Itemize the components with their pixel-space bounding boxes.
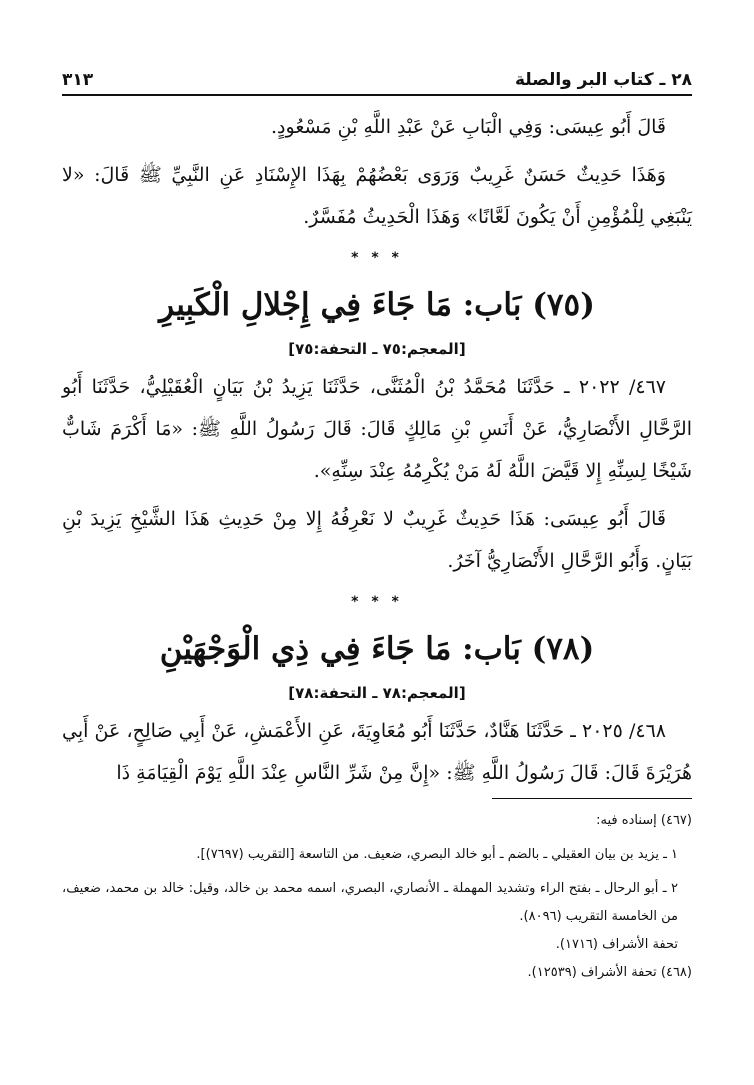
section-separator: * * * xyxy=(351,250,403,266)
footnote-rule xyxy=(492,798,692,799)
footnote-467-tuhfa: تحفة الأشراف (١٧١٦). xyxy=(555,937,678,952)
chapter-78-reference: [المعجم:٧٨ ـ التحفة:٧٨] xyxy=(288,684,466,702)
chapter-78-title: (٧٨) بَاب: مَا جَاءَ فِي ذِي الْوَجْهَيْنِ xyxy=(159,631,595,667)
paragraph-1: قَالَ أَبُو عِيسَى: وَفِي الْبَابِ عَنْ عَبْدِ اللَّهِ بْنِ مَسْعُودٍ. xyxy=(271,116,666,138)
footnote-468: (٤٦٨) تحفة الأشراف (١٢٥٣٩). xyxy=(527,965,692,980)
footnote-467-heading: (٤٦٧) إسناده فيه: xyxy=(596,813,692,828)
page-header xyxy=(62,58,692,96)
page-body xyxy=(62,106,692,987)
chapter-75-title: (٧٥) بَاب: مَا جَاءَ فِي إِجْلالِ الْكَبِيرِ xyxy=(159,287,595,323)
section-separator: * * * xyxy=(351,594,403,610)
footnote-467-item-2: ٢ ـ أبو الرحال ـ بفتح الراء وتشديد المهملة ـ الأنصاري، البصري، اسمه محمد بن خالد، وقيل: خالد بن محمد، ضعيف، من الخامسة التقريب (٨٠٩٦). xyxy=(62,881,678,924)
hadith-467: ٤٦٧/ ٢٠٢٢ ـ حَدَّثَنَا مُحَمَّدُ بْنُ الْمُثَنَّى، حَدَّثَنَا يَزِيدُ بْنُ بَيَانٍ الْعُقَيْلِيُّ، حَدَّثَنَا أَبُو الرَّحَّالِ الأَنْصَارِيُّ، عَنْ أَنَسِ بْنِ مَالِكٍ قَالَ: قَالَ رَسُولُ اللَّهِ ﷺ: «مَا أَكْرَمَ شَابٌّ شَيْخًا لِسِنِّهِ إِلا قَيَّضَ اللَّهُ لَهُ مَنْ يُكْرِمُهُ عِنْدَ سِنِّهِ». xyxy=(62,376,692,482)
chapter-75-reference: [المعجم:٧٥ ـ التحفة:٧٥] xyxy=(288,340,466,358)
footnote-467-item-1: ١ ـ يزيد بن بيان العقيلي ـ بالضم ـ أبو خالد البصري، ضعيف. من التاسعة [التقريب (٧٦٩٧)]. xyxy=(196,847,678,862)
hadith-468: ٤٦٨/ ٢٠٢٥ ـ حَدَّثَنَا هَنَّادٌ، حَدَّثَنَا أَبُو مُعَاوِيَةَ، عَنِ الأَعْمَشِ، عَنْ أَبِي صَالِحٍ، عَنْ أَبِي هُرَيْرَةَ قَالَ: قَالَ رَسُولُ اللَّهِ ﷺ: «إِنَّ مِنْ شَرِّ النَّاسِ عِنْدَ اللَّهِ يَوْمَ الْقِيَامَةِ ذَا xyxy=(62,720,692,784)
paragraph-2: وَهَذَا حَدِيثٌ حَسَنٌ غَرِيبٌ وَرَوَى بَعْضُهُمْ بِهَذَا الإِسْنَادِ عَنِ النَّبِيِّ ﷺ قَالَ: «لا يَنْبَغِي لِلْمُؤْمِنِ أَنْ يَكُونَ لَعَّانًا» وَهَذَا الْحَدِيثُ مُفَسَّرٌ. xyxy=(62,164,692,228)
running-chapter-title: ٢٨ ـ كتاب البر والصلة xyxy=(514,70,692,90)
paragraph-4: قَالَ أَبُو عِيسَى: هَذَا حَدِيثٌ غَرِيبٌ لا نَعْرِفُهُ إِلا مِنْ حَدِيثِ هَذَا الشَّيْخِ يَزِيدَ بْنِ بَيَانٍ. وَأَبُو الرَّحَّالِ الأَنْصَارِيُّ آخَرُ. xyxy=(62,508,692,572)
page-number: ٣١٣ xyxy=(62,70,94,90)
